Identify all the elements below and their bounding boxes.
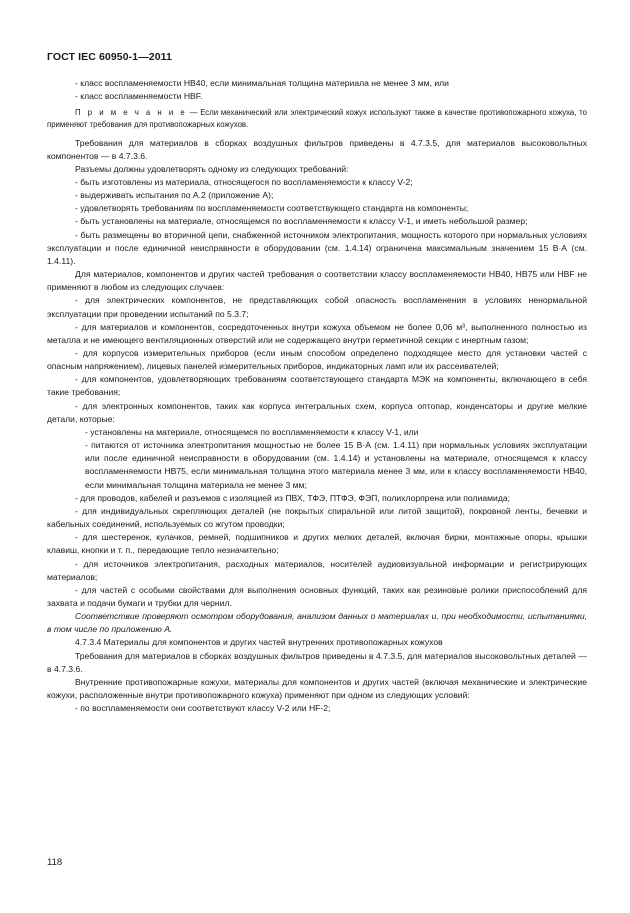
list-item: - для источников электропитания, расходных материалов, носителей аудиовизуальной информации и регистрирующих материалов;	[47, 558, 587, 582]
list-item: - для материалов и компонентов, сосредоточенных внутри кожуха объемом не более 0,06 м³, выполненного полностью из металла и не имеющего вентиляционных отверстий или не содержащего внутри герметичной секции с инертным газом;	[47, 321, 587, 345]
list-item: - для индивидуальных скрепляющих деталей (не покрытых спиральной или литой защитой), покровной ленты, бечевки и кабельных соединений, используемых со жгутом проводки;	[47, 505, 587, 530]
list-item: - быть изготовлены из материала, относящегося по воспламеняемости к классу V-2;	[75, 176, 413, 187]
note-paragraph	[47, 107, 587, 130]
list-item: - удовлетворять требованиям по воспламеняемости соответствующего стандарта на компоненты;	[75, 203, 469, 214]
sub-list-item: - установлены на материале, относящемся по воспламеняемости к классу V-1, или	[85, 426, 419, 437]
list-item: - по воспламеняемости они соответствуют классу V-2 или HF-2;	[75, 703, 331, 714]
list-item: - для шестеренок, кулачков, ремней, подшипников и других мелких деталей, включая бирки, монтажные опоры, крышки клавиш, кнопки и т. п., передающие тепло незначительно;	[47, 532, 587, 556]
paragraph: Требования для материалов в сборках воздушных фильтров приведены в 4.7.3.5, для материалов высоковольтных компонентов — в 4.7.3.6.	[47, 137, 587, 161]
list-item: - для компонентов, удовлетворяющих требованиям соответствующего стандарта МЭК на компоненты, включающего в себя такие требования;	[47, 374, 587, 398]
list-item: - для корпусов измерительных приборов (если иным способом определено подходящее место для установки частей с опасным напряжением), лицевых панелей измерительных приборов, индикаторных ламп или их рассеивателей;	[47, 348, 587, 372]
paragraph: Разъемы должны удовлетворять одному из следующих требований:	[75, 163, 349, 174]
list-item: - выдерживать испытания по А.2 (приложение А);	[75, 190, 274, 201]
note-text: — Если механический или электрический кожух используют также в качестве противопожарного кожуха, то применяют требования для противопожарных кожухов.	[47, 108, 587, 129]
list-item: - для электронных компонентов, таких как корпуса интегральных схем, корпуса оптопар, конденсаторы и другие мелкие детали, которые:	[47, 400, 587, 424]
list-item: - для электрических компонентов, не представляющих собой опасность воспламенения в условиях ненормальной эксплуатации при проведении испытаний по 5.3.7;	[47, 295, 587, 319]
list-item: - для проводов, кабелей и разъемов с изоляцией из ПВХ, ТФЭ, ПТФЭ, ФЭП, полихлорпрена или полиамида;	[75, 492, 511, 503]
document-header: ГОСТ IEC 60950-1—2011	[47, 51, 172, 63]
list-item: - быть размещены во вторичной цепи, снабженной источником электропитания, мощность которого при нормальных условиях эксплуатации и после единичной неисправности в оборудовании (см. 1.4.14) ограничена максимальным значением 15 В·А (см. 1.4.11).	[47, 229, 587, 266]
document-body	[47, 77, 587, 715]
paragraph: Требования для материалов в сборках воздушных фильтров приведены в 4.7.3.5, для материалов высоковольтных деталей — в 4.7.3.6.	[47, 650, 587, 674]
list-item: - быть установлены на материале, относящемся по воспламеняемости к классу V-1, и иметь небольшой размер;	[75, 216, 528, 227]
paragraph: Внутренние противопожарные кожухи, материалы для компонентов и других частей (включая механические и электрические кожухи, расположенные внутри противопожарного кожуха) применяют при одном из следующих условий:	[47, 676, 587, 701]
page-number: 118	[47, 857, 63, 868]
list-item: - для частей с особыми свойствами для выполнения основных функций, таких как резиновые ролики приспособлений для захвата и подачи бумаги и трубки для чернил.	[47, 584, 587, 608]
compliance-paragraph: Соответствие проверяют осмотром оборудования, анализом данных о материалах и, при необходимости, испытаниями, в том числе по приложению А.	[47, 611, 587, 635]
note-label: П р и м е ч а н и е	[75, 108, 187, 118]
section-heading: 4.7.3.4 Материалы для компонентов и других частей внутренних противопожарных кожухов	[75, 637, 443, 648]
paragraph: Для материалов, компонентов и других частей требования о соответствии классу воспламеняемости HB40, HB75 или HBF не применяют в любом из следующих случаев:	[47, 269, 587, 293]
paragraph: - класс воспламеняемости HB40, если минимальная толщина материала не менее 3 мм, или	[75, 78, 449, 88]
paragraph: - класс воспламеняемости HBF.	[75, 91, 203, 102]
sub-list-item: - питаются от источника электропитания мощностью не более 15 В·А (см. 1.4.11) при нормальных условиях эксплуатации или после единичной неисправности в оборудовании (см. 1.4.14) и установлены на материале, относящемся к классу воспламеняемости HB75, если минимальная толщина этого материала менее 3 мм, или к классу воспламеняемости HB40, если минимальная толщина материала не менее 3 мм;	[85, 440, 587, 490]
